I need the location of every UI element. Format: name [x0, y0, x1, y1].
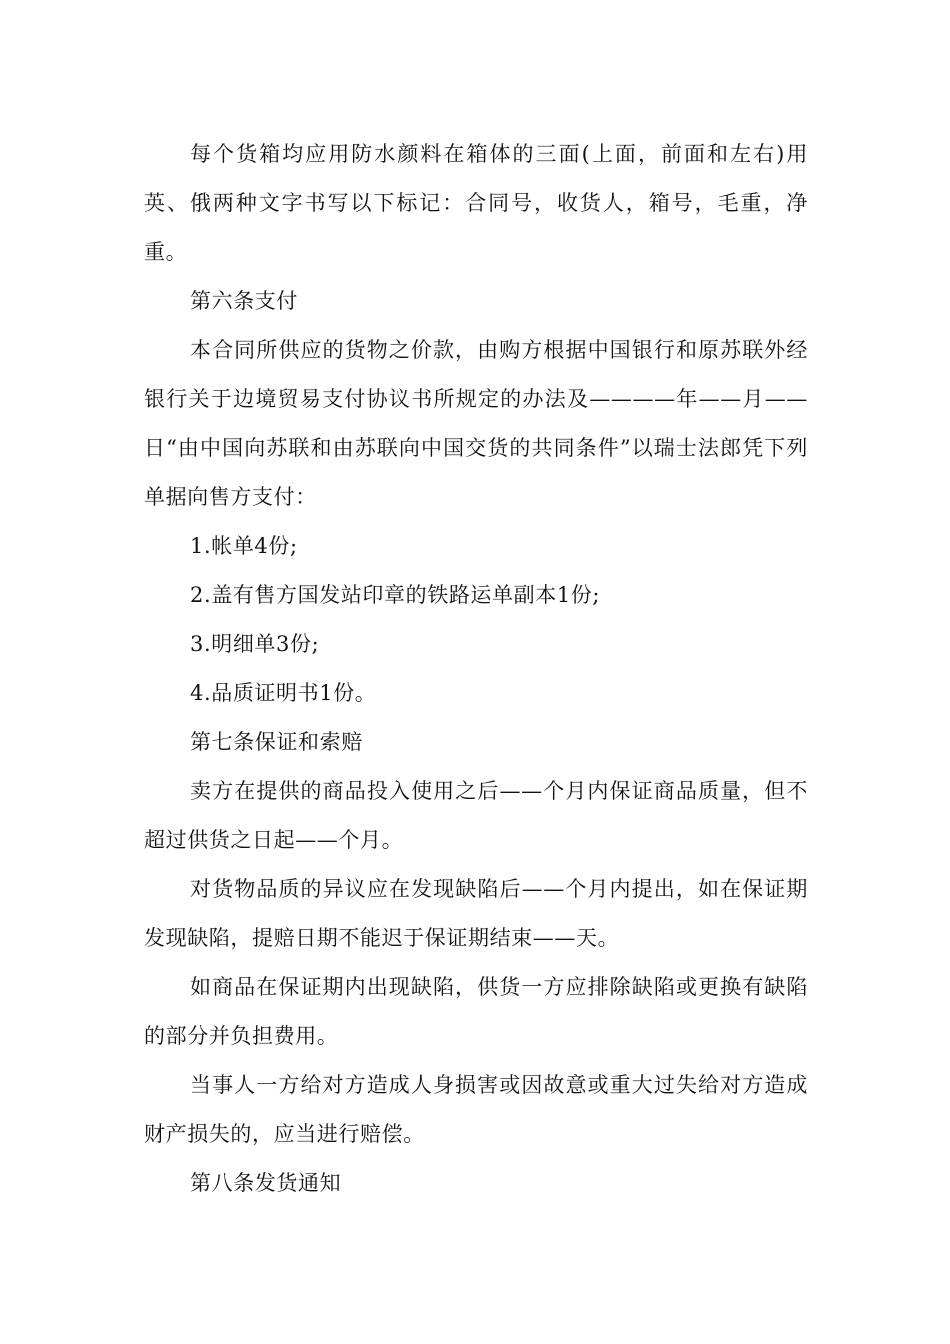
paragraph-defect-remedy: 如商品在保证期内出现缺陷，供货一方应排除缺陷或更换有缺陷的部分并负担费用。	[144, 975, 808, 1048]
section-heading-payment: 第六条支付	[190, 289, 298, 313]
list-item-invoice: 1.帐单4份;	[190, 534, 298, 558]
list-item-quality-certificate: 4.品质证明书1份。	[190, 681, 377, 705]
paragraph-warranty-period: 卖方在提供的商品投入使用之后——个月内保证商品质量，但不超过供货之日起——个月。	[144, 779, 808, 852]
section-heading-warranty: 第七条保证和索赔	[190, 730, 363, 754]
paragraph-quality-objection: 对货物品质的异议应在发现缺陷后——个月内提出，如在保证期发现缺陷，提赔日期不能迟于保证期结束——天。	[144, 877, 808, 950]
paragraph-damages: 当事人一方给对方造成人身损害或因故意或重大过失给对方造成财产损失的，应当进行赔偿。	[144, 1073, 808, 1146]
section-heading-shipping-notice: 第八条发货通知	[190, 1171, 342, 1195]
list-item-waybill: 2.盖有售方国发站印章的铁路运单副本1份;	[190, 583, 601, 607]
paragraph-marking-requirements: 每个货箱均应用防水颜料在箱体的三面(上面，前面和左右)用英、俄两种文字书写以下标记：合同号，收货人，箱号，毛重，净重。	[144, 142, 808, 264]
paragraph-payment-terms: 本合同所供应的货物之价款，由购方根据中国银行和原苏联外经银行关于边境贸易支付协议书所规定的办法及————年——月——日“由中国向苏联和由苏联向中国交货的共同条件”以瑞士法郎凭下列单据向售方支付：	[144, 338, 808, 509]
list-item-packing-list: 3.明细单3份;	[190, 632, 320, 656]
document-page	[144, 130, 808, 1208]
